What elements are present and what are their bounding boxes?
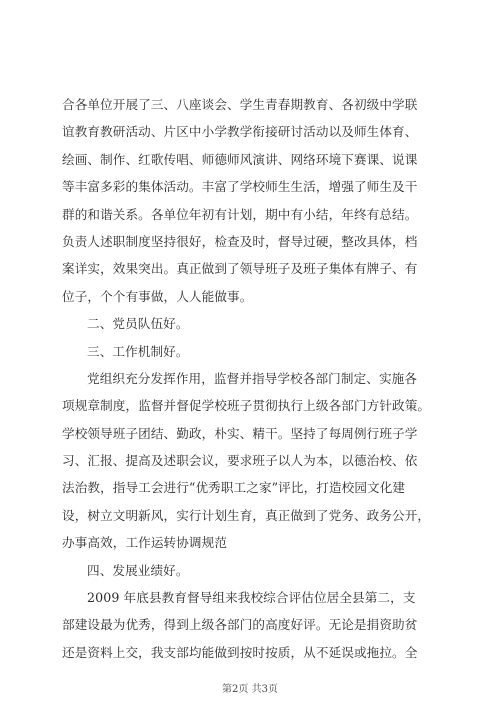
text-line: 习、汇报、提高及述职会议，要求班子以人为本，以德治校、依 bbox=[62, 453, 418, 469]
text-line: 部建设最为优秀，得到上级各部门的高度好评。无论是捐资助贫 bbox=[62, 617, 418, 633]
text-line: 设，树立文明新风，实行计划生育，真正做到了党务、政务公开， bbox=[62, 507, 431, 523]
text-line: 学校领导班子团结、勤政，朴实、精干。坚持了每周例行班子学 bbox=[62, 425, 418, 441]
text-line: 位子，个个有事做，人人能做事。 bbox=[62, 288, 253, 304]
text-line: 绘画、制作、红歌传唱、师德师风演讲、网络环境下赛课、说课 bbox=[62, 151, 418, 167]
text-line: 等丰富多彩的集体活动。丰富了学校师生生活，增强了师生及干 bbox=[62, 179, 418, 195]
text-line: 还是资料上交，我支部均能做到按时按质，从不延误或拖拉。全 bbox=[62, 644, 418, 660]
text-line: 党组织充分发挥作用，监督并指导学校各部门制定、实施各 bbox=[87, 370, 418, 386]
text-line: 合各单位开展了三、八座谈会、学生青春期教育、各初级中学联 bbox=[62, 97, 418, 112]
document-body bbox=[62, 91, 448, 666]
text-line: 2009 年底县教育督导组来我校综合评估位居全县第二，支 bbox=[87, 590, 416, 606]
text-line: 负责人述职制度坚持很好，检查及时，督导过硬，整改具体，档 bbox=[62, 233, 418, 249]
text-line: 群的和谐关系。各单位年初有计划，期中有小结，年终有总结。 bbox=[62, 206, 418, 222]
page-number-footer: 第2页 共3页 bbox=[222, 684, 278, 695]
section-heading: 四、发展业绩好。 bbox=[87, 562, 189, 578]
text-line: 谊教育教研活动、片区中小学教学衔接研讨活动以及师生体育、 bbox=[62, 124, 418, 140]
section-heading: 三、工作机制好。 bbox=[87, 343, 189, 359]
section-heading: 二、党员队伍好。 bbox=[87, 316, 189, 332]
text-line: 案详实，效果突出。真正做到了领导班子及班子集体有牌子、有 bbox=[62, 261, 418, 277]
text-line: 办事高效，工作运转协调规范 bbox=[62, 535, 228, 551]
text-line: 项规章制度，监督并督促学校班子贯彻执行上级各部门方针政策。 bbox=[62, 398, 431, 414]
text-line: 法治教，指导工会进行“优秀职工之家”评比，打造校园文化建 bbox=[62, 480, 406, 496]
